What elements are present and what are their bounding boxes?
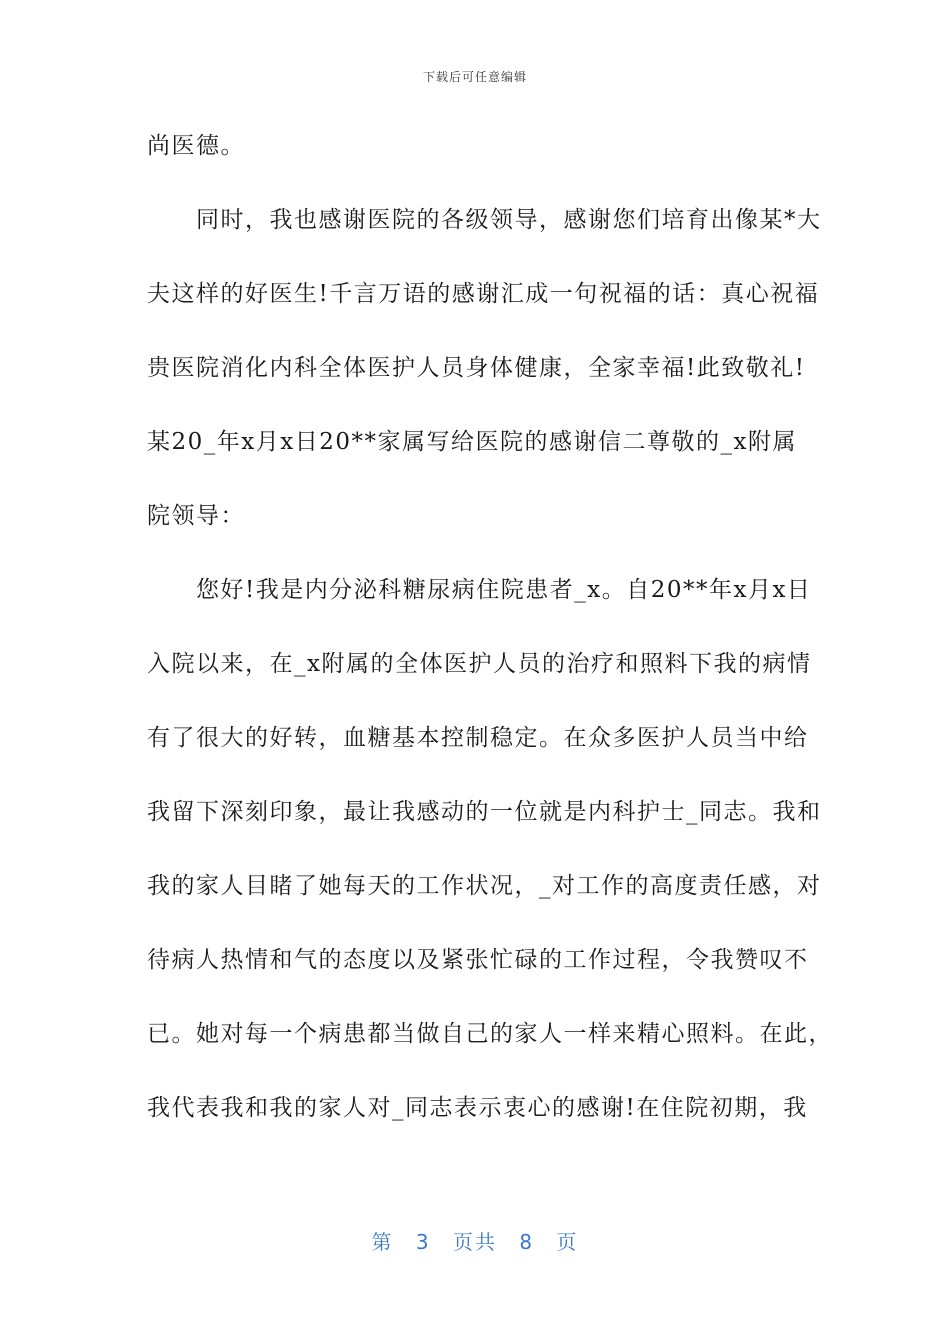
page-header: 下载后可任意编辑 (422, 70, 527, 84)
body-line: 您好!我是内分泌科糖尿病住院患者_x。自20**年x月x日 (147, 577, 812, 603)
body-line: 已。她对每一个病患都当做自己的家人一样来精心照料。在此， (147, 1021, 833, 1047)
body-line: 夫这样的好医生!千言万语的感谢汇成一句祝福的话：真心祝福 (147, 281, 820, 307)
body-line: 尚医德。 (147, 133, 245, 159)
body-line: 同时，我也感谢医院的各级领导，感谢您们培育出像某*大 (147, 207, 822, 233)
body-line: 我留下深刻印象，最让我感动的一位就是内科护士_同志。我和 (147, 799, 822, 825)
body-line: 入院以来，在_x附属的全体医护人员的治疗和照料下我的病情 (147, 651, 812, 677)
document-body (147, 126, 833, 1162)
body-line: 我代表我和我的家人对_同志表示衷心的感谢!在住院初期，我 (147, 1095, 808, 1121)
body-line: 待病人热情和气的态度以及紧张忙碌的工作过程，令我赞叹不 (147, 947, 809, 973)
body-line: 贵医院消化内科全体医护人员身体健康，全家幸福!此致敬礼! (147, 355, 806, 381)
body-line: 有了很大的好转，血糖基本控制稳定。在众多医护人员当中给 (147, 725, 809, 751)
body-line: 某20_年x月x日20**家属写给医院的感谢信二尊敬的_x附属 (147, 429, 797, 455)
page-number-footer: 第 3 页共 8 页 (371, 1230, 579, 1254)
body-line: 我的家人目睹了她每天的工作状况，_对工作的高度责任感，对 (147, 873, 822, 899)
body-line: 院领导： (147, 503, 245, 529)
